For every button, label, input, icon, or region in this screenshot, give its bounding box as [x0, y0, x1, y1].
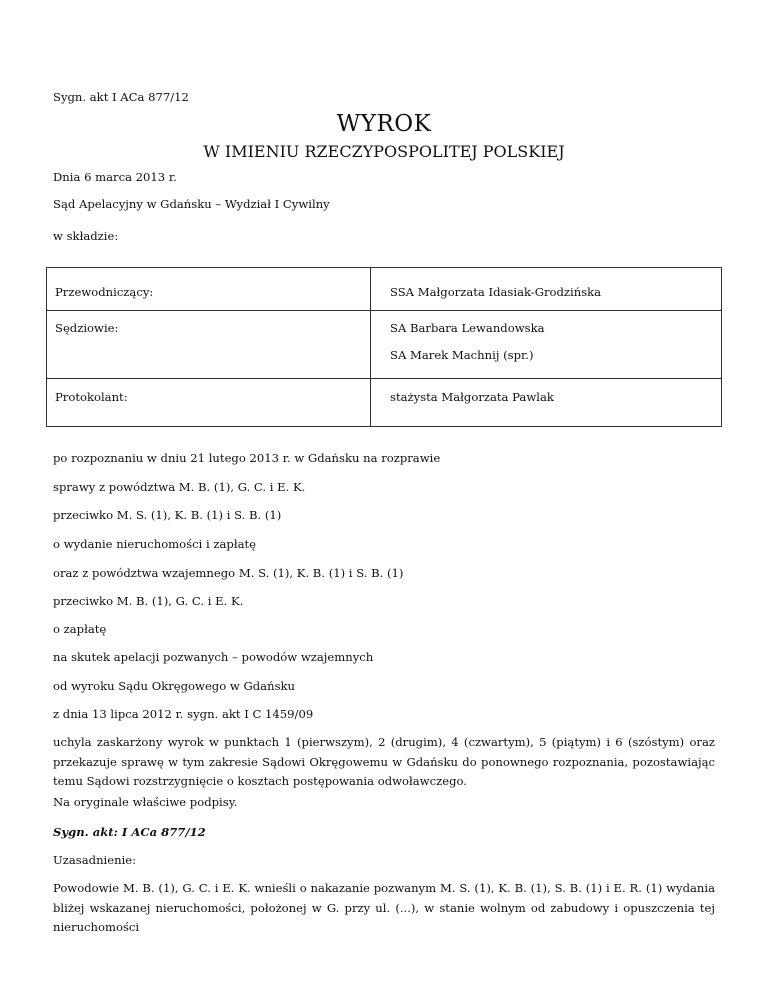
table-column-divider — [370, 268, 371, 426]
body-line: sprawy z powództwa M. B. (1), G. C. i E. K. — [53, 480, 306, 494]
panel-table — [46, 267, 722, 427]
judge-name-2: SA Marek Machnij (spr.) — [390, 348, 534, 362]
case-reference-2: Sygn. akt: I ACa 877/12 — [53, 825, 206, 839]
body-line: po rozpoznaniu w dniu 21 lutego 2013 r. w Gdańsku na rozprawie — [53, 451, 441, 465]
signatures-note: Na oryginale właściwe podpisy. — [53, 795, 238, 809]
recorder-name: stażysta Małgorzata Pawlak — [390, 390, 554, 404]
body-line: od wyroku Sądu Okręgowego w Gdańsku — [53, 679, 296, 693]
composition-label: w składzie: — [53, 229, 119, 243]
judgment-title: WYROK — [336, 111, 432, 137]
role-judges: Sędziowie: — [55, 321, 119, 335]
court-name: Sąd Apelacyjny w Gdańsku – Wydział I Cywilny — [53, 197, 330, 211]
justification-heading: Uzasadnienie: — [53, 853, 137, 867]
table-row-divider — [47, 310, 721, 311]
presiding-judge-name: SSA Małgorzata Idasiak-Grodzińska — [390, 285, 602, 299]
role-recorder: Protokolant: — [55, 390, 128, 404]
judgment-date: Dnia 6 marca 2013 r. — [53, 170, 177, 184]
body-line: z dnia 13 lipca 2012 r. sygn. akt I C 1459/09 — [53, 707, 314, 721]
body-line: przeciwko M. S. (1), K. B. (1) i S. B. (1) — [53, 508, 282, 522]
body-line: o wydanie nieruchomości i zapłatę — [53, 537, 257, 551]
body-line: o zapłatę — [53, 622, 107, 636]
judge-name-1: SA Barbara Lewandowska — [390, 321, 545, 335]
body-line: przeciwko M. B. (1), G. C. i E. K. — [53, 594, 244, 608]
case-reference: Sygn. akt I ACa 877/12 — [53, 90, 189, 104]
body-line: oraz z powództwa wzajemnego M. S. (1), K. B. (1) i S. B. (1) — [53, 566, 404, 580]
table-row-divider — [47, 378, 721, 379]
ruling-paragraph: uchyla zaskarżony wyrok w punktach 1 (pierwszym), 2 (drugim), 4 (czwartym), 5 (piątym) i 6 (szóstym) oraz przekazuje sprawę w tym zakresie Sądowi Okręgowemu w Gdańsku do ponownego rozpoznania, pozostawiając temu Sądowi rozstrzygnięcie o kosztach postępowania odwoławczego. — [53, 735, 715, 788]
justification-paragraph: Powodowie M. B. (1), G. C. i E. K. wnieśli o nakazanie pozwanym M. S. (1), K. B. (1), S. B. (1) i E. R. (1) wydania bliżej wskazanej nieruchomości, położonej w G. przy ul. (...), w stanie wolnym od zabudowy i opuszczenia tej nieruchomości — [53, 881, 715, 934]
judgment-subtitle: W IMIENIU RZECZYPOSPOLITEJ POLSKIEJ — [203, 142, 565, 161]
role-presiding: Przewodniczący: — [55, 285, 154, 299]
body-line: na skutek apelacji pozwanych – powodów wzajemnych — [53, 650, 374, 664]
